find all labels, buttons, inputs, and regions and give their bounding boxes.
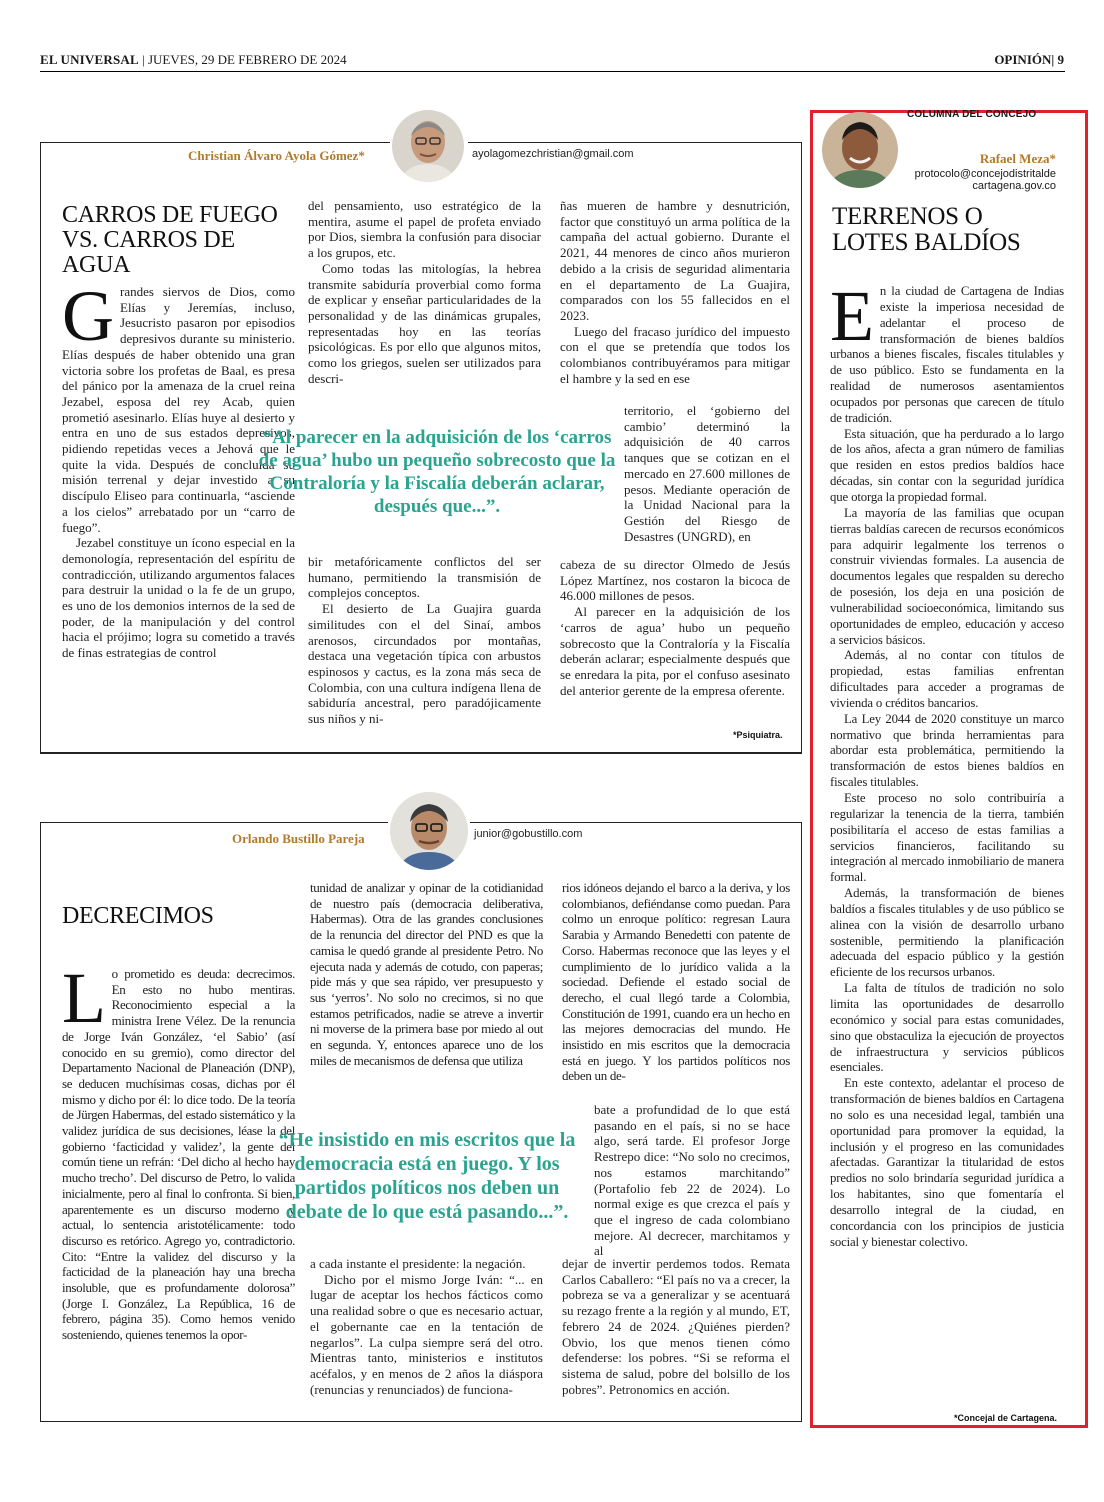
article2-column2-top <box>310 880 543 1068</box>
article1-paragraph: randes siervos de Dios, como Elías y Jeremías, incluso, Jesucristo pasaron por episodios depresivos durante su ministerio. Elías después de haber obtenido una gran victoria sobre los profetas de Baal, es presa del pánico por la amenaza de la cruel reina Jezabel, esposa del rey Acab, quien prometió asesinarlo. Elías huye al desierto y entra en uno de sus estados depresivos, pidiendo repetidas veces a Jehová que le quite la vida. Después de concluida su misión terrenal y dejar investido a su discípulo Eliseo para continuarla, “asciende a los cielos” arrebatado por un “carro de fuego”. <box>62 284 295 535</box>
article2-pullquote: “He insistido en mis escritos que la democracia está en juego. Y los partidos políticos nos deben un debate de lo que está pasando...”. <box>278 1129 576 1223</box>
article1-column2-bottom <box>308 554 541 727</box>
article3-headline <box>832 204 1062 256</box>
article2-paragraph: a cada instante el presidente: la negación. <box>310 1256 526 1271</box>
article3-email-line1: protocolo@concejodistritalde <box>914 168 1056 180</box>
article1-headline <box>62 203 302 278</box>
article2-dropcap: L <box>62 958 106 1038</box>
article3-headline-line2: LOTES BALDÍOS <box>832 229 1021 256</box>
article2-paragraph: dejar de invertir perdemos todos. Remata Carlos Caballero: “El país no va a crecer, la pobreza se va a generalizar y se acentuará su rezago frente a la región y al mundo, ET, febrero 24 de 2024. ¿Quiénes pierden? Obvio, los que menos tienen cómo defenderse: los pobres. “Si se reforma el sistema de salud, pobre del bolsillo de los pobres”. Petronomics en acción. <box>562 1256 790 1397</box>
article3-paragraph: Este proceso no solo contribuiría a regularizar la tenencia de la tierra, también posibilitaría el acceso de estas familias a servicios financieros, facilitando su integración al mercado inmobiliario de manera formal. <box>830 791 1064 885</box>
article3-column-label: COLUMNA DEL CONCEJO <box>907 109 1037 120</box>
article3-paragraph: La Ley 2044 de 2020 constituye un marco normativo que brinda herramientas para abordar esta problemática, permitiendo la transformación de estos bienes baldíos en fiscales titulables. <box>830 711 1064 790</box>
article1-paragraph: Jezabel constituye un ícono especial en la demonología, representación del espíritu de contradicción, utilizando argumentos falaces para destruir la unidad o la fe de un grupo, es uno de los demonios internos de la sed de poder, de la manipulación y del control hacia el prójimo; logra su cometido a través de finas estrategias de control <box>62 535 295 661</box>
article3-paragraph: n la ciudad de Cartagena de Indias existe la imperiosa necesidad de adelantar el proceso de transformación de bienes baldíos urbanos a bienes fiscales, fiscales titulables y de uso público. Esto se fundamenta en la realidad de numerosos asentamientos ocupados por personas que carecen de título de tradición. <box>830 284 1064 425</box>
article2-paragraph: bate a profundidad de lo que está pasando en el país, si no se hace algo, será tarde. El profesor Jorge Restrepo dice: “No solo no crecimos, nos estamos marchitando” (Portafolio feb 22 de 2024). Lo normal exige es que crezca el país y que el ingreso de cada colombiano mejore. Al decrecer, marchitamos y al <box>594 1102 790 1259</box>
article2-author: Orlando Bustillo Pareja <box>232 831 365 846</box>
article1-headline-line1: CARROS DE FUEGO <box>62 202 278 228</box>
article1-paragraph: del pensamiento, uso estratégico de la mentira, asume el papel de profeta enviado por Dios, siembra la confusión para disociar a los grupos, etc. <box>308 198 541 261</box>
article1-column2-top <box>308 198 541 386</box>
article1-headline-line2: VS. CARROS DE AGUA <box>62 227 235 278</box>
article2-paragraph: tunidad de analizar y opinar de la cotidianidad de nuestro país (democracia deliberativa, Habermas). Otra de las grandes conclusiones de la renuncia del director del PND es que la camisa le quedó grande al presidente Petro. No ejecuta nada y además de cotudo, con paperas; pide más y que sea rápido, ver presupuesto y sus ‘yerros’. No solo no crecimos, si no que estamos petrificados, nadie se atreve a invertir ni moverse de la primera base por miedo al out en segunda. Y, entonces aparece uno de los miles de mecanismos de defensa que utiliza <box>310 880 543 1068</box>
article2-paragraph: o prometido es deuda: decrecimos. En esto no hubo mentiras. Reconocimiento especial a la ministra Irene Vélez. De la renuncia de Jorge Iván González, ‘el Sabio’ (así conocido en su gremio), como director del Departamento Nacional de Planeación (DNP), se deducen muchísimas cosas, dichas por él mismo y dicho por él: lo dice todo. De la teoría de Jürgen Habermas, del estado sistemático y la validez jurídica de sus decisiones, léase la del gobierno ‘facticidad y validez’, la gente del común tiene un refrán: ‘Del dicho al hecho hay mucho trecho’. Del discurso de Petro, lo valida inicialmente, pero al final lo confronta. Si bien, aparentemente es un discurso moderno y actual, lo sentencia aristotélicamente: todo discurso es retórico. Agrego yo, contradictorio. Cito: “Entre la validez del discurso y la facticidad de la planeación hay una brecha insoluble, que es profundamente dolorosa” (Jorge I. González, La República, 16 de febrero, página 35). Como hemos venido sosteniendo, quienes tenemos la opor- <box>62 966 295 1343</box>
article1-column3-bottom <box>560 557 790 698</box>
article1-paragraph: El desierto de La Guajira guarda similitudes con el del Sinaí, ambos arenosos, circundados por montañas, destaca una vegetación típica con arbustos espinosos y cactus, es la zona más seca de Colombia, con una cultura indígena llena de sabiduría ancestral, pero paradójicamente sus niños y ni- <box>308 601 541 727</box>
article2-column2-bottom <box>310 1256 543 1397</box>
article1-pullquote: “Al parecer en la adquisición de los ‘carros de agua’ hubo un pequeño sobrecosto que la Contraloría y la Fiscalía deberán aclarar, después que...”. <box>258 427 616 517</box>
article2-column3-top <box>562 880 790 1084</box>
article1-author: Christian Álvaro Ayola Gómez* <box>188 148 365 163</box>
article3-paragraph: La falta de títulos de tradición no solo limita las oportunidades de desarrollo económico y social para estas comunidades, sino que obstaculiza la ejecución de proyectos de infraestructura y servicios públicos esenciales. <box>830 981 1064 1075</box>
article2-column3-bottom <box>562 1256 790 1397</box>
article1-signature: *Psiquiatra. <box>733 730 783 740</box>
article2-paragraph: Dicho por el mismo Jorge Iván: “... en lugar de aceptar los hechos fácticos como una realidad sobre o que es necesario actuar, el gobernante cae en la tentación de negarlos”. La culpa siempre será del otro. Mientras tanto, ministerios e institutos acéfalos, y en menos de 2 años la diáspora (renuncias y renunciados) de funciona- <box>310 1271 543 1397</box>
section-name: OPINIÓN <box>994 52 1052 67</box>
article3-email <box>915 168 1056 192</box>
article2-column1 <box>62 958 295 1343</box>
article1-paragraph: ñas mueren de hambre y desnutrición, factor que constituyó un arma política de la campaña del actual gobierno. Durante el 2021, 44 menores de cinco años murieron debido a la crisis de seguridad alimentaria en el departamento de La Guajira, comparados con los 55 fallecidos en el 2023. <box>560 198 790 323</box>
article3-author: Rafael Meza* <box>979 151 1056 166</box>
article2-column3-mid <box>594 1102 790 1259</box>
masthead-left: EL UNIVERSAL | JUEVES, 29 DE FEBRERO DE 2024 <box>40 52 347 67</box>
paper-name: EL UNIVERSAL <box>40 52 139 67</box>
article3-headline-line1: TERRENOS O <box>832 203 983 230</box>
article2-email: junior@gobustillo.com <box>474 828 583 840</box>
article3-dropcap: E <box>830 276 874 356</box>
article1-paragraph: cabeza de su director Olmedo de Jesús López Martínez, nos costaron la bicoca de 46.000 millones de pesos. <box>560 557 790 604</box>
article3-paragraph: Esta situación, que ha perdurado a lo largo de los años, afecta a gran número de familias que residen en estos predios baldíos hace décadas, sin contar con la seguridad jurídica que otorga la propiedad formal. <box>830 426 1064 504</box>
article1-paragraph: Luego del fracaso jurídico del impuesto con el que se pretendía que todos los colombianos contribuyéramos para mitigar el hambre y la sed en ese <box>560 323 790 386</box>
article3-paragraph: En este contexto, adelantar el proceso de transformación de bienes baldíos en Cartagena no solo es una necesidad legal, también una oportunidad para promover la equidad, la inclusión y el progreso en las comunidades afectadas. Garantizar la titularidad de estos predios no solo brindaría seguridad jurídica a los habitantes, sino que fomentaría el desarrollo integral de la ciudad, en concordancia con los principios de justicia social y bienestar colectivo. <box>830 1076 1064 1249</box>
masthead-rule <box>40 71 1065 72</box>
article3-author-photo <box>822 112 898 188</box>
article1-paragraph: Como todas las mitologías, la hebrea transmite sabiduría proverbial como forma de explicar y enseñar particularidades de la personalidad y de las dinámicas grupales, representadas hoy en las teorías psicológicas. Es por ello que algunos mitos, como los griegos, suelen ser utilizados para descri- <box>308 260 541 386</box>
article1-paragraph: bir metafóricamente conflictos del ser humano, permitiendo la transmisión de complejos conceptos. <box>308 554 541 601</box>
article3-body <box>830 276 1064 1250</box>
article1-author-photo <box>392 110 464 182</box>
article3-paragraph: Además, la transformación de bienes baldíos a fiscales titulables y de uso público se alinea con la visión de desarrollo urbano sostenible, permitiendo la planificación adecuada del espacio público y la gestión eficiente de los recursos urbanos. <box>830 886 1064 980</box>
article2-headline: DECRECIMOS <box>62 903 214 929</box>
article2-paragraph: rios idóneos dejando el barco a la deriva, y los colombianos, defiéndanse como puedan. Para colmo un enroque político: regresan Laura Sarabia y Armando Benedetti con patente de Corso. Habermas reconoce que las leyes y el cumplimiento de lo jurídico valida a la sociedad. Defiende el estado social de derecho, el cual llegó tarde a Colombia, Constitución de 1991, cuando era un hecho en las mejores democracias del mundo. He insistido en mis escritos que la democracia está en juego. Y los partidos políticos nos deben un de- <box>562 880 790 1084</box>
article1-dropcap: G <box>62 276 114 356</box>
article1-column3-mid <box>624 403 790 544</box>
article3-paragraph: La mayoría de las familias que ocupan tierras baldías carecen de recursos económicos para adquirir legalmente los terrenos o construir viviendas formales. La ausencia de documentos legales que respalden su derecho de posesión, los deja en una posición de vulnerabilidad socioeconómica, limitando sus oportunidades de empleo, educación y acceso a servicios básicos. <box>830 505 1064 647</box>
article1-column3-top <box>560 198 790 386</box>
article1-paragraph: territorio, el ‘gobierno del cambio’ determinó la adquisición de 40 carros tanques que se cotizan en el mercado en 27.600 millones de pesos. Mediante operación de la Unidad Nacional para la Gestión del Riesgo de Desastres (UNGRD), en <box>624 403 790 544</box>
page-number: 9 <box>1057 52 1064 67</box>
article3-email-line2: cartagena.gov.co <box>972 180 1056 192</box>
issue-date: JUEVES, 29 DE FEBRERO DE 2024 <box>147 52 347 67</box>
article3-signature: *Concejal de Cartagena. <box>954 1413 1058 1423</box>
masthead-right: OPINIÓN| 9 <box>994 52 1064 67</box>
article1-paragraph: Al parecer en la adquisición de los ‘carros de agua’ hubo un pequeño sobrecosto que la Contraloría y la Fiscalía deberán aclarar; especialmente después que se enredara la pita, por el confuso asesinato del anterior gerente de la empresa oferente. <box>560 604 790 698</box>
article1-email: ayolagomezchristian@gmail.com <box>472 148 634 160</box>
article3-paragraph: Además, al no contar con títulos de propiedad, estas familias enfrentan dificultades para acceder a programas de vivienda o créditos bancarios. <box>830 648 1064 710</box>
article2-author-photo <box>390 792 468 870</box>
